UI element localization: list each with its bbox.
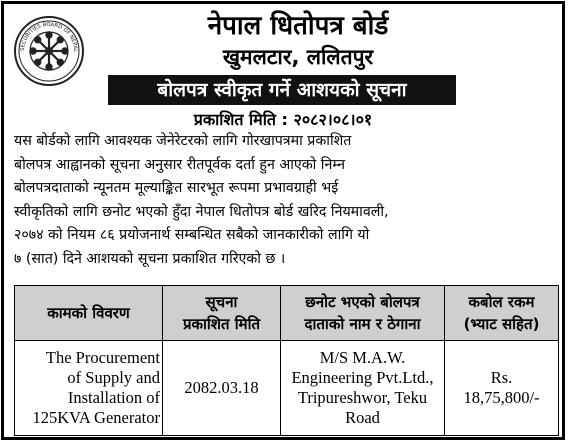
table-header-row xyxy=(15,286,559,341)
award-table xyxy=(14,285,559,436)
cell-line: Road xyxy=(345,408,380,427)
header-line: प्रकाशित मिति xyxy=(182,315,261,333)
header-selected-bidder xyxy=(281,286,445,341)
published-date: प्रकाशित मिति : २०८२।०८।०१ xyxy=(193,110,373,129)
cell-line: Engineering Pvt.Ltd., xyxy=(291,368,434,387)
cell-line: The Procurement xyxy=(45,348,160,367)
cell-line: Installation of xyxy=(67,388,160,407)
cell-description xyxy=(15,341,163,436)
header-line: (भ्याट सहित) xyxy=(463,315,540,333)
notice-page xyxy=(1,1,565,440)
cell-date: 2082.03.18 xyxy=(163,341,281,436)
header-line: दाताको नाम र ठेगाना xyxy=(304,315,421,333)
body-line: यस बोर्डको लागि आवश्यक जेनेरेटरको लागि गोरखापत्रमा प्रकाशित xyxy=(14,133,352,149)
header-line: कामको विवरण xyxy=(47,304,130,322)
header-notice-date xyxy=(163,286,281,341)
header-line: छनोट भएको बोलपत्र xyxy=(305,293,420,311)
cell-line: 125KVA Generator xyxy=(32,408,160,427)
body-line: बोलपत्रदाताको न्यूनतम मूल्याङ्कित सारभूत रूपमा प्रभावग्राही भई xyxy=(14,180,339,196)
cell-line: Rs. xyxy=(490,368,513,387)
body-line: ७ (सात) दिने आशयको सूचना प्रकाशित गरिएको छ । xyxy=(14,250,286,267)
body-line: स्वीकृतिको लागि छनोट भएको हुँदा नेपाल धितोपत्र बोर्ड खरिद नियमावली, xyxy=(14,203,389,220)
cell-line: 18,75,800/- xyxy=(463,388,540,407)
body-line: २०७४ को नियम ८६ प्रयोजनार्थ सम्बन्धित सबैको जानकारीको लागि यो xyxy=(14,227,370,243)
cell-line: M/S M.A.W. xyxy=(319,348,406,367)
cell-amount xyxy=(445,341,559,436)
cell-line: of Supply and xyxy=(67,368,160,387)
header-bid-amount xyxy=(445,286,559,341)
organization-name: नेपाल धितोपत्र बोर्ड xyxy=(207,11,389,41)
body-line: बोलपत्र आह्वानको सूचना अनुसार रीतपूर्वक दर्ता हुन आएको निम्न xyxy=(14,156,345,173)
notice-title-banner: बोलपत्र स्वीकृत गर्ने आशयको सूचना xyxy=(108,75,456,105)
notice-body xyxy=(14,130,554,271)
organization-address: खुमलटार, ललितपुर xyxy=(222,45,374,69)
header-work-description xyxy=(15,286,163,341)
table-row xyxy=(15,341,559,436)
svg-text:SECURITIES BOARD OF NEPAL: SECURITIES BOARD OF NEPAL xyxy=(19,21,79,53)
header-line: कबोल रकम xyxy=(468,293,535,311)
cell-bidder xyxy=(281,341,445,436)
header-line: सूचना xyxy=(205,293,238,311)
cell-line: Tripureshwor, Teku xyxy=(297,388,428,407)
